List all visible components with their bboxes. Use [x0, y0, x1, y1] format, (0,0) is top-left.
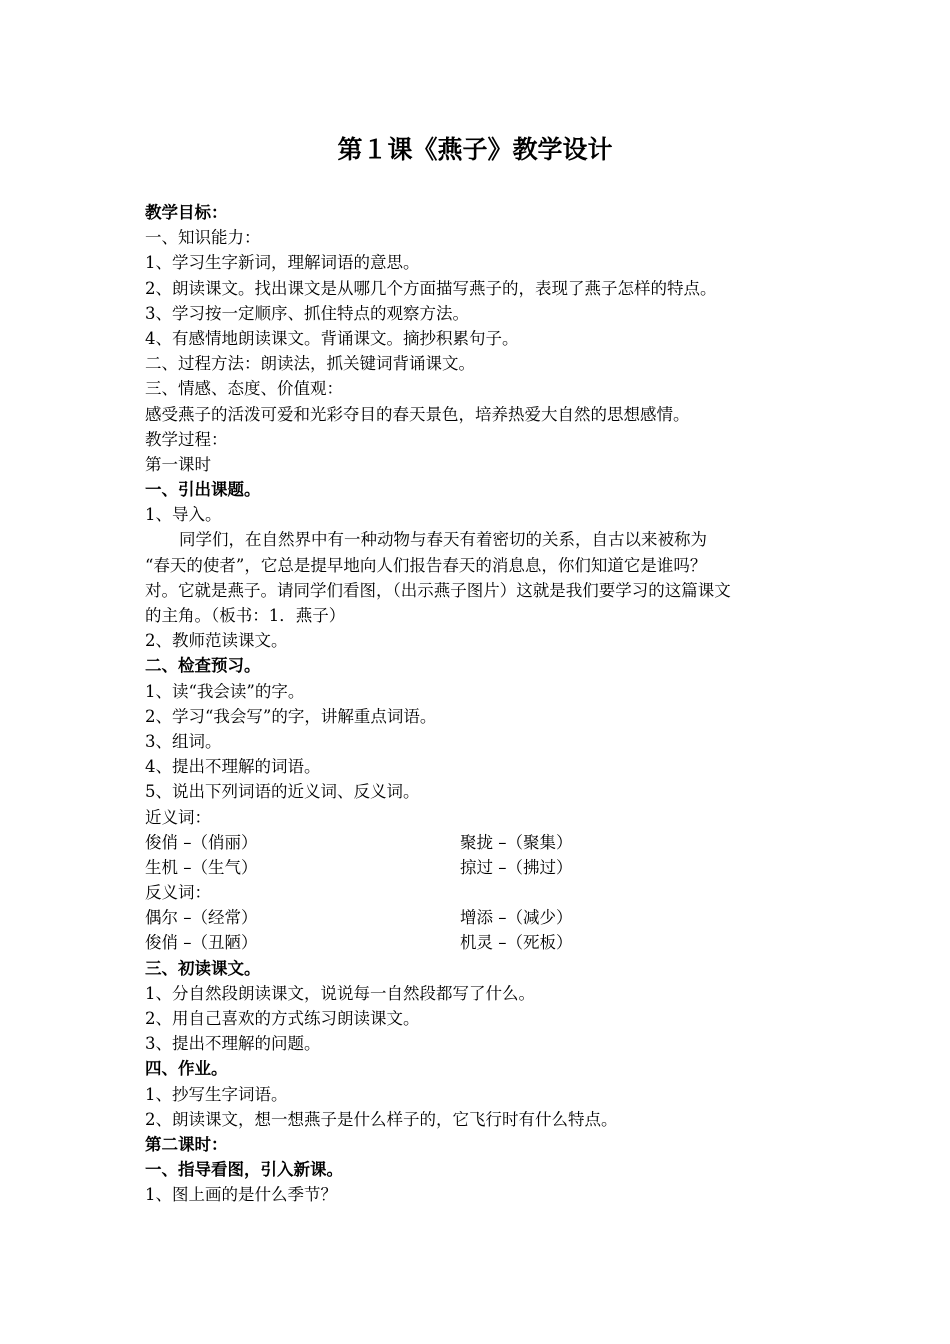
text-line: 2、学习“我会写”的字，讲解重点词语。 — [145, 706, 437, 726]
section-heading: 一、指导看图，引入新课。 — [145, 1160, 343, 1180]
text-line: 第一课时 — [145, 454, 211, 474]
document-title: 第１课《燕子》教学设计 — [337, 135, 613, 164]
word-pair-row — [145, 930, 815, 955]
text-line: 2、朗读课文。找出课文是从哪几个方面描写燕子的，表现了燕子怎样的特点。 — [145, 278, 717, 298]
text-line: 1、抄写生字词语。 — [145, 1084, 288, 1104]
word-pair: 掠过 –（拂过） — [460, 857, 573, 877]
text-line: 5、说出下列词语的近义词、反义词。 — [145, 782, 420, 802]
document-body — [145, 200, 815, 1208]
text-line: 教学过程： — [145, 429, 228, 449]
word-pair: 俊俏 –（俏丽） — [145, 832, 258, 852]
word-pair: 俊俏 –（丑陋） — [145, 933, 258, 953]
paragraph-line: 同学们，在自然界中有一种动物与春天有着密切的关系，自古以来被称为 — [179, 530, 707, 550]
text-line: 1、导入。 — [145, 505, 222, 525]
section-heading: 二、检查预习。 — [145, 656, 261, 676]
text-line: 一、知识能力： — [145, 228, 261, 248]
text-line: 感受燕子的活泼可爱和光彩夺目的春天景色，培养热爱大自然的思想感情。 — [145, 404, 690, 424]
text-line: 4、提出不理解的词语。 — [145, 757, 321, 777]
text-line: 近义词： — [145, 807, 211, 827]
section-heading: 教学目标： — [145, 203, 228, 222]
word-pair-row — [145, 855, 815, 880]
text-line: 反义词： — [145, 883, 211, 903]
text-line: 2、朗读课文，想一想燕子是什么样子的，它飞行时有什么特点。 — [145, 1109, 618, 1129]
text-line: 3、提出不理解的问题。 — [145, 1034, 321, 1054]
section-heading: 一、引出课题。 — [145, 480, 261, 500]
text-line: 三、情感、态度、价值观： — [145, 379, 343, 399]
text-line: 1、分自然段朗读课文，说说每一自然段都写了什么。 — [145, 983, 535, 1003]
section-heading: 第二课时： — [145, 1134, 228, 1154]
text-line: 2、教师范读课文。 — [145, 631, 288, 651]
text-line: 4、有感情地朗读课文。背诵课文。摘抄积累句子。 — [145, 328, 519, 348]
word-pair: 机灵 –（死板） — [460, 933, 573, 953]
word-pair-row — [145, 830, 815, 855]
word-pair-row — [145, 905, 815, 930]
word-pair: 聚拢 –（聚集） — [460, 832, 573, 852]
text-line: 3、组词。 — [145, 731, 222, 751]
text-line: 1、学习生字新词，理解词语的意思。 — [145, 253, 420, 273]
text-line: 1、图上画的是什么季节？ — [145, 1185, 337, 1205]
paragraph-line: 对。它就是燕子。请同学们看图，（出示燕子图片）这就是我们要学习的这篇课文 — [145, 580, 731, 600]
section-heading: 三、初读课文。 — [145, 958, 261, 978]
word-pair: 生机 –（生气） — [145, 857, 258, 877]
word-pair: 偶尔 –（经常） — [145, 908, 258, 928]
text-line: 2、用自己喜欢的方式练习朗读课文。 — [145, 1009, 420, 1028]
text-line: 3、学习按一定顺序、抓住特点的观察方法。 — [145, 303, 469, 323]
word-pair: 增添 –（减少） — [460, 908, 573, 928]
text-line: 1、读“我会读”的字。 — [145, 681, 305, 701]
paragraph-line: “春天的使者”，它总是提早地向人们报告春天的消息息，你们知道它是谁吗？ — [145, 555, 707, 575]
paragraph-line: 的主角。（板书：1．燕子） — [145, 606, 346, 625]
text-line: 二、过程方法：朗读法，抓关键词背诵课文。 — [145, 354, 475, 374]
section-heading: 四、作业。 — [145, 1059, 228, 1079]
